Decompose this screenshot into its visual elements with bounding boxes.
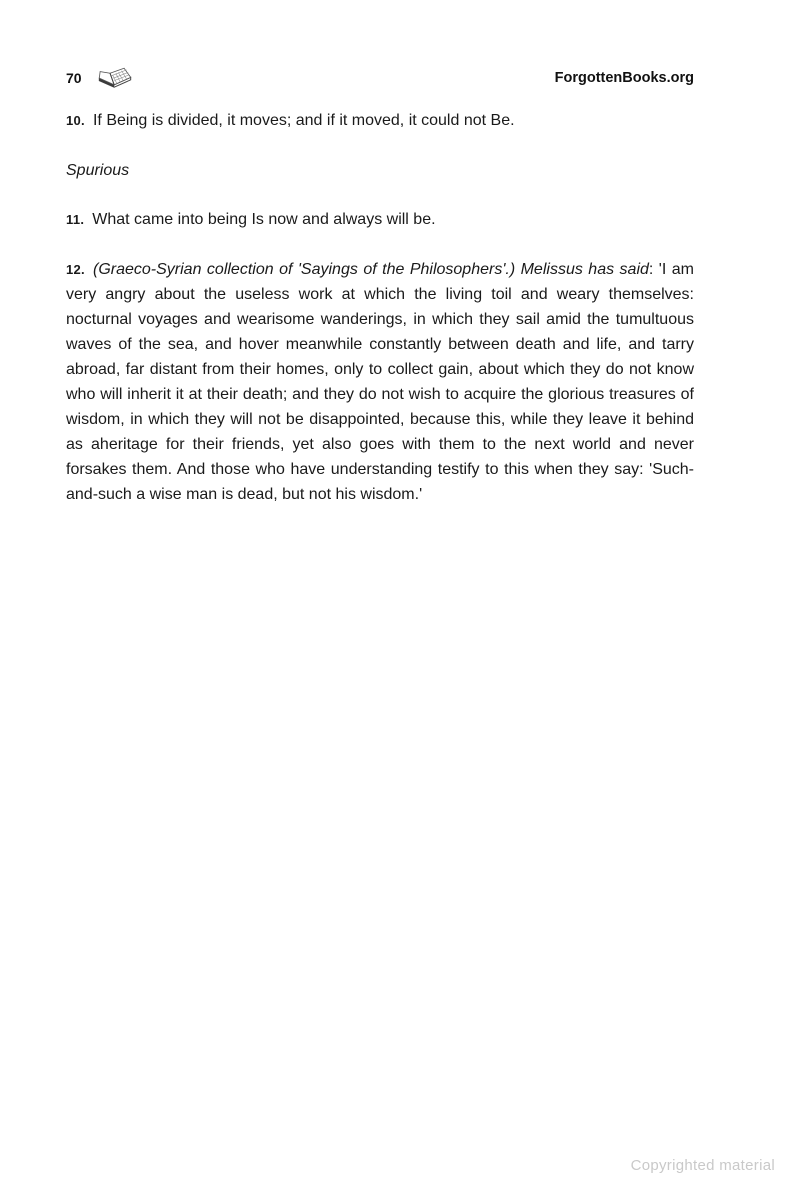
page-number: 70 <box>66 70 82 86</box>
site-name: ForgottenBooks.org <box>554 70 694 86</box>
item-12-number: 12. <box>66 262 85 277</box>
item-12-body: : 'I am very angry about the useless work at which the living toil and weary themselves: nocturnal voyages and wearisome wanderings, in which they sail amid the tumultuous waves of the sea, and hover meanwhile constantly between death and life, and tarry abroad, far distant from their homes, only to collect gain, about which they do not know who will inherit it at their death; and they do not wish to acquire the glorious treasures of wisdom, in which they will not be disappointed, because this, while they leave it behind as aheritage for their friends, yet also goes with them to the next world and never forsakes them. And those who have understanding testify to this when they say: 'Such-and-such a wise man is dead, but not his wisdom.' <box>66 261 694 503</box>
item-12-intro-italic: (Graeco-Syrian collection of 'Sayings of the Philosophers'.) Melissus has said <box>92 261 649 278</box>
page-header <box>66 58 694 98</box>
saying-10 <box>66 108 694 133</box>
header-left <box>66 62 134 94</box>
copyright-watermark: Copyrighted material <box>630 1157 775 1174</box>
saying-12 <box>66 257 694 507</box>
open-book-icon <box>96 64 134 94</box>
section-heading-spurious: Spurious <box>66 162 130 179</box>
item-10-text: If Being is divided, it moves; and if it moved, it could not Be. <box>92 112 515 129</box>
item-10-number: 10. <box>66 113 85 128</box>
item-11-text: What came into being Is now and always will be. <box>92 211 436 228</box>
saying-11 <box>66 207 694 232</box>
item-11-number: 11. <box>66 212 85 227</box>
